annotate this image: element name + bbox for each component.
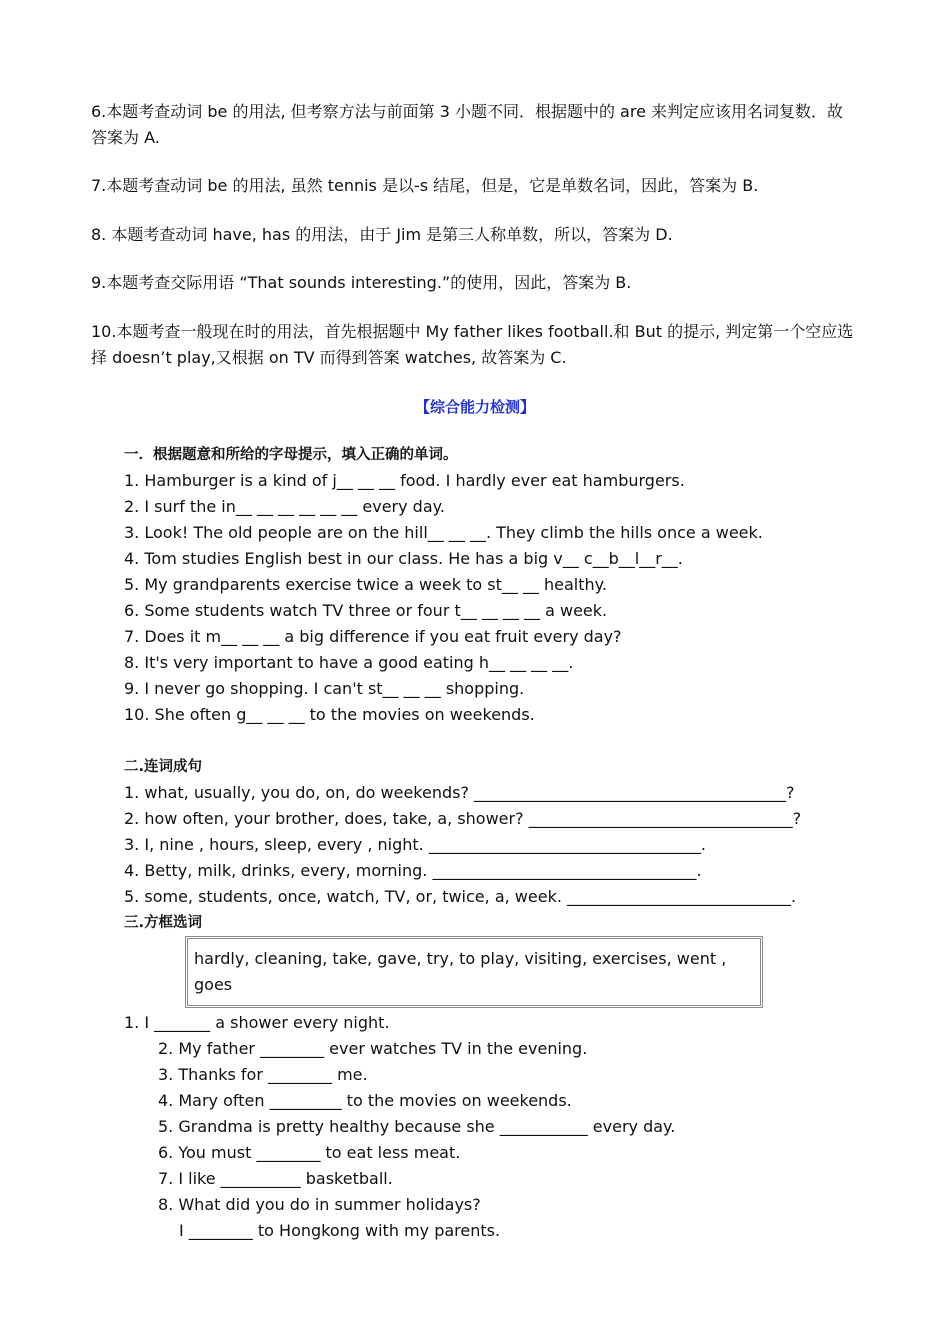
part2-word-order — [124, 754, 884, 910]
part3-item: 1. I _______ a shower every night. — [124, 1013, 390, 1032]
word-box — [185, 936, 763, 1008]
part3-heading-block — [124, 910, 884, 936]
answer-explanation-10: 10.本题考查一般现在时的用法，首先根据题中 My father likes football.和 But 的提示, 判定第一个空应选择 doesn’t play,又根据 on TV 而得到答案 watches, 故答案为 C. — [91, 322, 854, 367]
part1-item: 5. My grandparents exercise twice a week to st__ __ healthy. — [124, 575, 607, 594]
part1-item: 9. I never go shopping. I can't st__ __ __ shopping. — [124, 679, 525, 698]
part3-item: 5. Grandma is pretty healthy because she ___________ every day. — [158, 1117, 676, 1136]
part2-item: 5. some, students, once, watch, TV, or, twice, a, week. ____________________________. — [124, 887, 797, 906]
part1-item: 8. It's very important to have a good eating h__ __ __ __. — [124, 653, 574, 672]
part3-choose-words — [124, 1010, 884, 1244]
answer-explanation-9: 9.本题考查交际用语 “That sounds interesting.”的使用，因此，答案为 B. — [91, 273, 632, 292]
part1-item: 2. I surf the in__ __ __ __ __ __ every day. — [124, 497, 445, 516]
answer-explanation-7: 7.本题考查动词 be 的用法, 虽然 tennis 是以-s 结尾，但是，它是单数名词，因此，答案为 B. — [91, 176, 759, 195]
part2-item: 1. what, usually, you do, on, do weekends? _______________________________________? — [124, 783, 795, 802]
part3-item: 2. My father ________ ever watches TV in the evening. — [158, 1039, 588, 1058]
part1-item: 4. Tom studies English best in our class. He has a big v__ c__b__l__r__. — [124, 549, 683, 568]
part3-item: 8. What did you do in summer holidays? — [158, 1195, 481, 1214]
section-title: 【综合能力检测】 — [414, 398, 535, 416]
part2-item: 4. Betty, milk, drinks, every, morning. _________________________________. — [124, 861, 702, 880]
part3-item: 4. Mary often _________ to the movies on weekends. — [158, 1091, 572, 1110]
part3-item: 6. You must ________ to eat less meat. — [158, 1143, 461, 1162]
answer-explanation-6: 6.本题考查动词 be 的用法, 但考察方法与前面第 3 小题不同．根据题中的 are 来判定应该用名词复数．故答案为 A. — [91, 102, 844, 147]
part1-heading: 一．根据题意和所给的字母提示，填入正确的单词。 — [124, 447, 458, 463]
part3-item: I ________ to Hongkong with my parents. — [179, 1221, 501, 1240]
word-box-text: hardly, cleaning, take, gave, try, to play, visiting, exercises, went , goes — [194, 949, 727, 994]
part1-item: 7. Does it m__ __ __ a big difference if you eat fruit every day? — [124, 627, 622, 646]
part2-heading: 二.连词成句 — [124, 759, 203, 775]
part1-item: 3. Look! The old people are on the hill__ __ __. They climb the hills once a week. — [124, 523, 763, 542]
part1-item: 10. She often g__ __ __ to the movies on weekends. — [124, 705, 535, 724]
part3-item: 3. Thanks for ________ me. — [158, 1065, 368, 1084]
part2-item: 2. how often, your brother, does, take, a, shower? _________________________________? — [124, 809, 802, 828]
part1-item: 6. Some students watch TV three or four t__ __ __ __ a week. — [124, 601, 608, 620]
answer-explanation-8: 8. 本题考查动词 have, has 的用法，由于 Jim 是第三人称单数，所以，答案为 D. — [91, 225, 673, 244]
part2-item: 3. I, nine , hours, sleep, every , night. __________________________________. — [124, 835, 706, 854]
part3-heading: 三.方框选词 — [124, 915, 203, 931]
part1-fill-letters — [124, 442, 884, 728]
part3-item: 7. I like __________ basketball. — [158, 1169, 393, 1188]
part1-item: 1. Hamburger is a kind of j__ __ __ food. I hardly ever eat hamburgers. — [124, 471, 685, 490]
